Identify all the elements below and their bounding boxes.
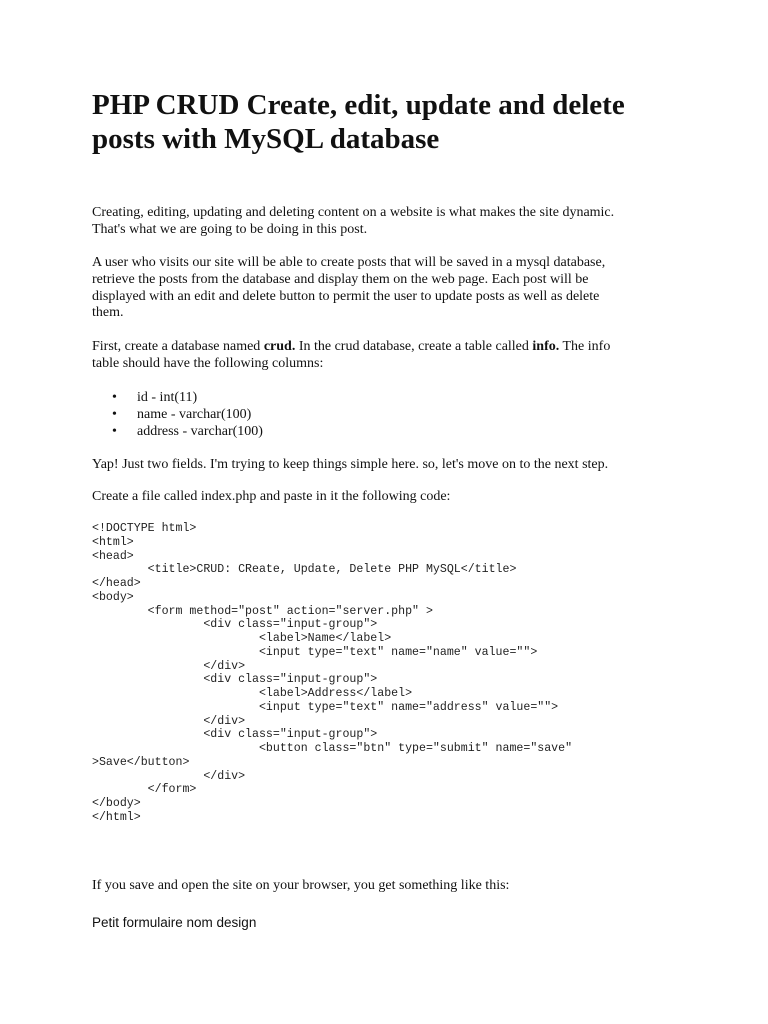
text-line: them. bbox=[92, 305, 124, 321]
list-item: • id - int(11) bbox=[92, 389, 263, 406]
result-paragraph: If you save and open the site on your browser, you get something like this: bbox=[92, 878, 510, 893]
columns-list bbox=[92, 389, 263, 440]
text-segment: First, create a database named bbox=[92, 339, 264, 354]
image-caption: Petit formulaire nom design bbox=[92, 915, 257, 930]
instruction-paragraph: Create a file called index.php and paste in it the following code: bbox=[92, 489, 451, 504]
list-item: • address - varchar(100) bbox=[92, 423, 263, 440]
text-line bbox=[92, 339, 610, 356]
note-paragraph: Yap! Just two fields. I'm trying to keep things simple here. so, let's move on to the next step. bbox=[92, 457, 609, 472]
title-line: PHP CRUD Create, edit, update and delete bbox=[92, 89, 625, 121]
text-line: table should have the following columns: bbox=[92, 355, 324, 371]
description-paragraph bbox=[92, 255, 605, 322]
code-block: <!DOCTYPE html> <html> <head> <title>CRUD: CReate, Update, Delete PHP MySQL</title> </head> <body> <form method="post" action="server.php" > <div class="input-group"> <label>Name</label> <input type="text" name="name" value=""> </div> <div class="input-group"> <label>Address</label> <input type="text" name="address" value=""> </div> <div class="input-group"> <button class="btn" type="submit" name="save" >Save</button> </div> </form> </body> </html> bbox=[92, 522, 573, 824]
text-line: retrieve the posts from the database and display them on the web page. Each post will be bbox=[92, 271, 589, 287]
intro-paragraph bbox=[92, 205, 614, 239]
text-segment: In the crud database, create a table called bbox=[295, 339, 533, 354]
database-paragraph bbox=[92, 339, 610, 373]
table-name: info. bbox=[532, 339, 560, 354]
title-line: posts with MySQL database bbox=[92, 123, 440, 155]
text-line: displayed with an edit and delete button to permit the user to update posts as well as delete bbox=[92, 288, 600, 304]
text-segment: The info bbox=[559, 339, 611, 354]
text-line: That's what we are going to be doing in this post. bbox=[92, 221, 368, 237]
text-line: Creating, editing, updating and deleting content on a website is what makes the site dynamic. bbox=[92, 205, 615, 220]
db-name: crud. bbox=[263, 339, 296, 354]
text-line: A user who visits our site will be able to create posts that will be saved in a mysql database, bbox=[92, 255, 606, 270]
page-title bbox=[92, 88, 625, 156]
list-item: • name - varchar(100) bbox=[92, 406, 263, 423]
